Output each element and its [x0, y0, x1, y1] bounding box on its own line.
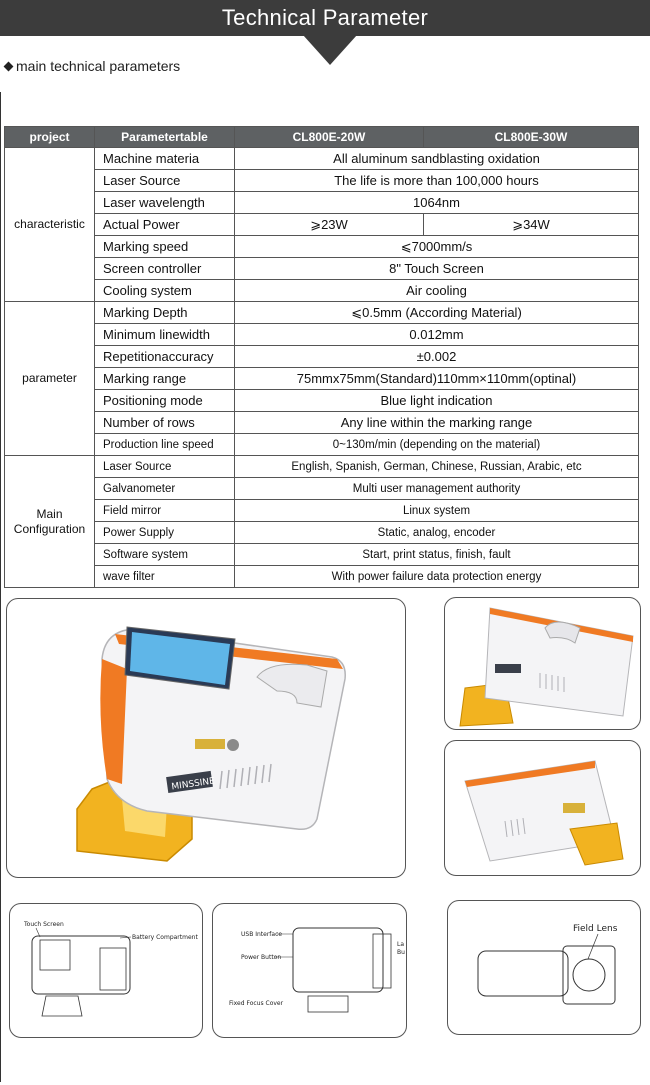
param-value: 75mmx75mm(Standard)110mm×110mm(optinal) [235, 368, 639, 390]
param-name: wave filter [95, 566, 235, 588]
param-name: Marking Depth [95, 302, 235, 324]
param-value: Start, print status, finish, fault [235, 544, 639, 566]
param-name: Actual Power [95, 214, 235, 236]
lens-housing-outline [563, 946, 615, 1004]
spec-table [4, 126, 639, 588]
param-value: ±0.002 [235, 346, 639, 368]
table-row [5, 258, 639, 280]
field-lens-label: Field Lens [573, 924, 618, 934]
param-name: Marking speed [95, 236, 235, 258]
line-drawing-front [10, 904, 202, 1037]
diagram-front [9, 903, 203, 1038]
param-name: Repetitionaccuracy [95, 346, 235, 368]
brand-badge [495, 664, 521, 673]
table-row [5, 544, 639, 566]
table-row [5, 390, 639, 412]
battery-compartment-label: Battery Compartment [132, 934, 198, 941]
table-row [5, 368, 639, 390]
fixed-focus-cover-label: Fixed Focus Cover [229, 1000, 284, 1007]
screen-outline [40, 940, 70, 970]
body-outline [32, 936, 130, 994]
param-value: ⩽7000mm/s [235, 236, 639, 258]
param-value: All aluminum sandblasting oxidation [235, 148, 639, 170]
param-value: Static, analog, encoder [235, 522, 639, 544]
param-name: Machine materia [95, 148, 235, 170]
product-photo-main [6, 598, 406, 878]
param-name: Marking range [95, 368, 235, 390]
label-plate [195, 739, 225, 749]
param-value: 8" Touch Screen [235, 258, 639, 280]
left-edge-line [0, 92, 1, 1082]
column-header: Parametertable [95, 127, 235, 148]
param-name: Screen controller [95, 258, 235, 280]
table-row [5, 456, 639, 478]
param-name: Laser wavelength [95, 192, 235, 214]
param-name: Laser Source [95, 170, 235, 192]
section-subtitle-text: main technical parameters [16, 58, 181, 74]
diagram-bottom [447, 900, 641, 1035]
table-row [5, 434, 639, 456]
table-row [5, 412, 639, 434]
laser-marker-side-view [445, 598, 640, 729]
body-outline [478, 951, 568, 996]
param-name: Production line speed [95, 434, 235, 456]
table-row [5, 522, 639, 544]
table-row [5, 236, 639, 258]
param-value: Air cooling [235, 280, 639, 302]
table-row [5, 148, 639, 170]
param-value: English, Spanish, German, Chinese, Russian, Arabic, etc [235, 456, 639, 478]
column-header: project [5, 127, 95, 148]
table-row [5, 324, 639, 346]
param-name: Laser Source [95, 456, 235, 478]
param-value-30w: ⩾34W [424, 214, 639, 236]
usb-interface-label: USB Interface [241, 931, 283, 938]
shield-outline [42, 996, 82, 1016]
param-value: 0~130m/min (depending on the material) [235, 434, 639, 456]
amber-shield [570, 823, 623, 865]
column-header: CL800E-20W [235, 127, 424, 148]
brand-text: MINSSINE [170, 776, 216, 793]
param-value: 1064nm [235, 192, 639, 214]
laser-marker-rear-view [445, 741, 640, 875]
table-row [5, 500, 639, 522]
param-name: Positioning mode [95, 390, 235, 412]
banner-notch [303, 35, 357, 65]
table-row [5, 302, 639, 324]
table-row [5, 170, 639, 192]
param-name: Field mirror [95, 500, 235, 522]
group-label: Main Configuration [5, 456, 95, 588]
table-row [5, 280, 639, 302]
focus-cover-outline [308, 996, 348, 1012]
param-name: Software system [95, 544, 235, 566]
diagram-side [212, 903, 407, 1038]
edge-label: La [397, 941, 405, 948]
page-title: Technical Parameter [221, 5, 429, 30]
knob-icon [227, 739, 239, 751]
param-name: Power Supply [95, 522, 235, 544]
param-value: Blue light indication [235, 390, 639, 412]
field-lens-icon [573, 959, 605, 991]
product-photo-mid-right [444, 740, 641, 876]
table-row [5, 478, 639, 500]
param-value: The life is more than 100,000 hours [235, 170, 639, 192]
param-value: With power failure data protection energy [235, 566, 639, 588]
table-row [5, 214, 639, 236]
param-value-20w: ⩾23W [235, 214, 424, 236]
param-value: 0.012mm [235, 324, 639, 346]
diamond-bullet-icon [4, 62, 14, 72]
param-name: Galvanometer [95, 478, 235, 500]
table-header-row [5, 127, 639, 148]
edge-label: Bu [397, 949, 405, 956]
param-name: Number of rows [95, 412, 235, 434]
table-row [5, 192, 639, 214]
vent-grid [373, 934, 391, 988]
battery-outline [100, 948, 126, 990]
param-value: Any line within the marking range [235, 412, 639, 434]
power-button-label: Power Button [241, 954, 282, 961]
param-value: Multi user management authority [235, 478, 639, 500]
param-value: ⩽0.5mm (According Material) [235, 302, 639, 324]
label-plate [563, 803, 585, 813]
line-drawing-bottom [448, 901, 640, 1034]
column-header: CL800E-30W [424, 127, 639, 148]
body-outline [293, 928, 383, 992]
product-photo-top-right [444, 597, 641, 730]
param-name: Minimum linewidth [95, 324, 235, 346]
param-value: Linux system [235, 500, 639, 522]
touch-screen-label: Touch Screen [24, 921, 64, 928]
section-subtitle [2, 58, 180, 74]
table-row [5, 566, 639, 588]
line-drawing-side [213, 904, 406, 1037]
laser-marker-illustration [7, 599, 405, 877]
param-name: Cooling system [95, 280, 235, 302]
group-label: characteristic [5, 148, 95, 302]
table-row [5, 346, 639, 368]
group-label: parameter [5, 302, 95, 456]
